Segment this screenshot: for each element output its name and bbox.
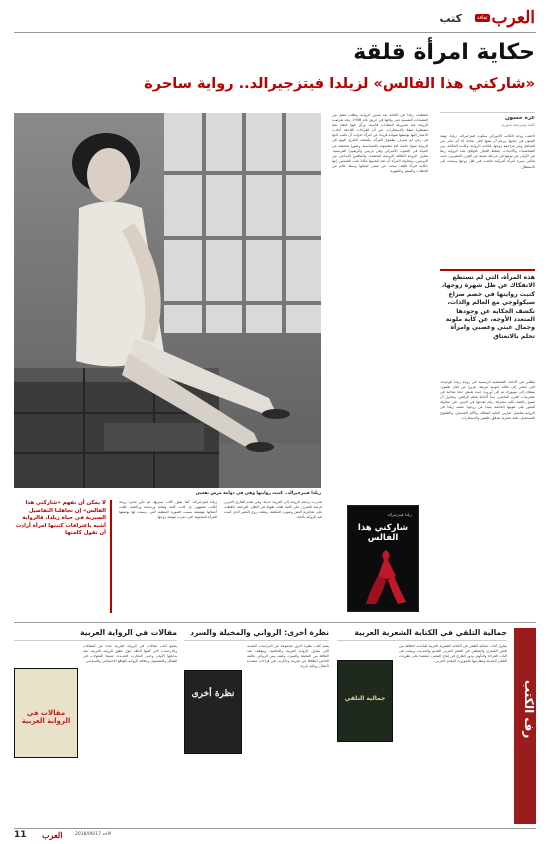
book-review-cover [184, 670, 242, 754]
sidebar-quote [14, 500, 112, 613]
newspaper-logo [471, 8, 535, 28]
photo-caption: زيلدا فيتزجيرالد.. كتبت روايتها وهي في دوامة مرض نفسي [195, 491, 321, 496]
book-cover-author: زيلدا فيتزجيرالد [387, 512, 412, 517]
article-column-2: انقطعت زيلدا عن الكتابة بعد صدور الرواية، وظلت تتنقل بين المصحات النفسية حتى وفاتها في حريق عام 1948. وقد تعرضت الرواية عند صدورها لانتقادات قاسية، ورأى فيها النقاد نصا مضطربا مثقلا بالاستعارات. غير أن القراءات اللاحقة أعادت الاعتبار إليها بوصفها شهادة فريدة عن امرأة حاولت أن تكتب ذاتها في زمن لم يعترف بطموح المرأة. يكتشف القارئ اليوم في الرواية صوتا خاصا، لغة مشحونة بالحساسية، وصورا مدهشة عن الحياة في الجنوب الأميركي وفي باريس والريفييرا الفرنسية. تتناول الرواية العلاقة الزوجية المعقدة، والتنافس الإبداعي بين الزوجين، ومحاولة المرأة أن تجد لنفسها مكانا تحت الشمس. إنها حكاية امرأة قلقة، تبحث عن معنى لحياتها وسط عالم من الحفلات والسفر والشهرة. [332, 113, 428, 174]
sidebar-quote-text: لا يمكن أن نفهم «شاركني هذا الفالس» إن تجاهلنا التفاصيل السيرية في حياة زيلدا، فالرواية أشبه باعترافات كتبتها امرأة أرادت أن تقول كلمتها [15, 500, 106, 537]
book-review-cover [14, 668, 78, 758]
dancer-illustration-icon [366, 546, 406, 608]
bookshelf-label-text: رف الكتب [522, 680, 536, 739]
footer-logo: العرب [42, 830, 63, 840]
pull-quote-text: هذه المرأة، التي لم تستطع الانفكاك عن ظل شهرة زوجها، كتبت روايتها في خضم صراع سيكولوجي مع العالم والذات، تكشف الحكاية عن وجودها المتعدد الأوجه، عن كآبة ملونة وجمال عبثي وعصبي وامرأة تحلم بالانعتاق [441, 274, 535, 340]
article-title: حكاية امرأة قلقة [353, 40, 535, 65]
article-column-1: لاحقت زوجة الكاتب الأميركي سكوت فيتزجيرالد، زيلدا، تهمة الجنون في حياتها، ورغم أن نصها لاقى نجاحا، إلا أنه عانى من التجاهل ومن مزاحمة زوجها، فكانت الرواية، وكانت الحكاية. بين الشخصيات والأحداث، يختلط الخيال بالواقع. هذه الرواية ربما هي الأولى من نوعها في مرحلة معينة من القرن العشرين، حيث تحكي سيرة امرأة أميركية عاشت في ظل زوجها وسعت إلى الاستقلال. [440, 134, 535, 169]
book-review-title: مقالات في الرواية العربية [14, 628, 177, 641]
book-cover-title: شاركني هذا الفالس [357, 523, 409, 543]
article-column-4: زيلدا فيتزجيرالد، كما يقول كتّاب سيرتها، لم تكن مجرد زوجة لكاتب مشهور، بل كانت كاتبة وفنانة ورسامة وراقصة. ظلت أعمالها مهمشة بسبب الصورة النمطية التي رسمت لها بوصفها المرأة المجنونة التي دمرت موهبة زوجها. [119, 500, 217, 520]
book-review-cover-title: مقالات في الرواية العربية [21, 709, 71, 725]
bottom-divider [14, 622, 536, 623]
article-photo [14, 113, 321, 488]
book-review-cover-title: جمالية التلقي [344, 695, 386, 702]
section-name: كتب [439, 12, 462, 25]
article-subtitle: «شاركني هذا الفالس» لزيلدا فيتزجيرالد.. رواية ساحرة [144, 76, 535, 92]
book-review-text: يتناول كتاب جمالية التلقي في الكتابة الشعرية العربية للباحث، العلاقة بين النص الشعري والمتلقي في الشعر العربي القديم والحديث، ويبحث في آليات القراءة والتأويل ودور القارئ في إنتاج المعنى، معتمدا على نظريات التلقي الحديثة ومقارنتها بالموروث النقدي العربي. [399, 644, 507, 664]
footer-date: الأحد 2018/06/17 [75, 832, 112, 837]
book-review-1 [337, 628, 507, 824]
woman-portrait-image [14, 113, 321, 488]
book-review-text: يضم كتاب نظرة أخرى مجموعة من الدراسات النقدية التي تتناول الرواية العربية والعالمية، ويتوقف عند العلاقة بين المخيلة والسرد، وكيف يبني الروائي عالمه الخاص انطلاقا من تجربته وذاكرته، في قراءات متعددة لأعمال روائية بارزة. [247, 644, 329, 669]
book-review-cover-title: نظرة أخرى [191, 689, 235, 699]
book-review-title: نظرة أخرى: الرواني والمخيلة والسرد [184, 628, 329, 641]
book-review-2 [184, 628, 329, 824]
book-review-3 [14, 628, 177, 824]
pull-quote [440, 269, 535, 374]
book-cover [347, 505, 419, 612]
page-number: 11 [14, 830, 27, 840]
author-byline [440, 112, 535, 127]
author-name: عزة حسون [504, 115, 535, 121]
header-divider [14, 32, 536, 33]
article-column-3: صدرت ترجمة الرواية إلى العربية حديثا، وهي تقدم للقارئ العربي فرصة للتعرف على كاتبة ظلت طويلا في الظل. الترجمة حافظت على شاعرية النص وصوره المكثفة، ونقلت روح العصر الذي كتبت فيه الرواية بأمانة. [224, 500, 322, 520]
logo-tag: ثقافة [476, 15, 488, 21]
logo-text: العرب [491, 8, 535, 28]
book-review-cover [337, 660, 393, 742]
author-title: كاتبة ومترجمة سورية [501, 122, 535, 127]
book-review-title: جمالية التلقي في الكتابة الشعرية العربية [337, 628, 507, 641]
article-column-1-continued: بطلتي هي ألاباما، الشخصية الرئيسية في رواية زيلدا الوحيدة، التي تنتمي إلى عائلة جنوبية عريقة. تتزوج من فنان طموح، ينتقلان إلى نيويورك ثم إلى أوروبا، حيث تعيش حياة صاخبة في عشرينات القرن الماضي. تبدأ ألاباما بتعلم الرقص، وتحاول أن تصبح راقصة باليه محترفة رغم تقدمها في السن، في محاولة للعثور على هويتها الخاصة بعيدا عن زوجها. تصف زيلدا في الرواية تفاصيل تمارين الباليه الشاقة، والألم الجسدي، والطموح المستحيل، بلغة شعرية تتدفق بالصور والاستعارات. [440, 380, 535, 420]
bookshelf-label [514, 628, 536, 824]
book-review-text: يجمع كتاب مقالات في الرواية العربية عددا من المقالات والدراسات التي كتبها الناقد حول تطور الرواية العربية، منذ بداياتها الأولى وحتى التجارب الجديدة، متتبعا التحولات في الشكل والمضمون وعلاقة الرواية بالواقع الاجتماعي والسياسي. [83, 644, 177, 664]
